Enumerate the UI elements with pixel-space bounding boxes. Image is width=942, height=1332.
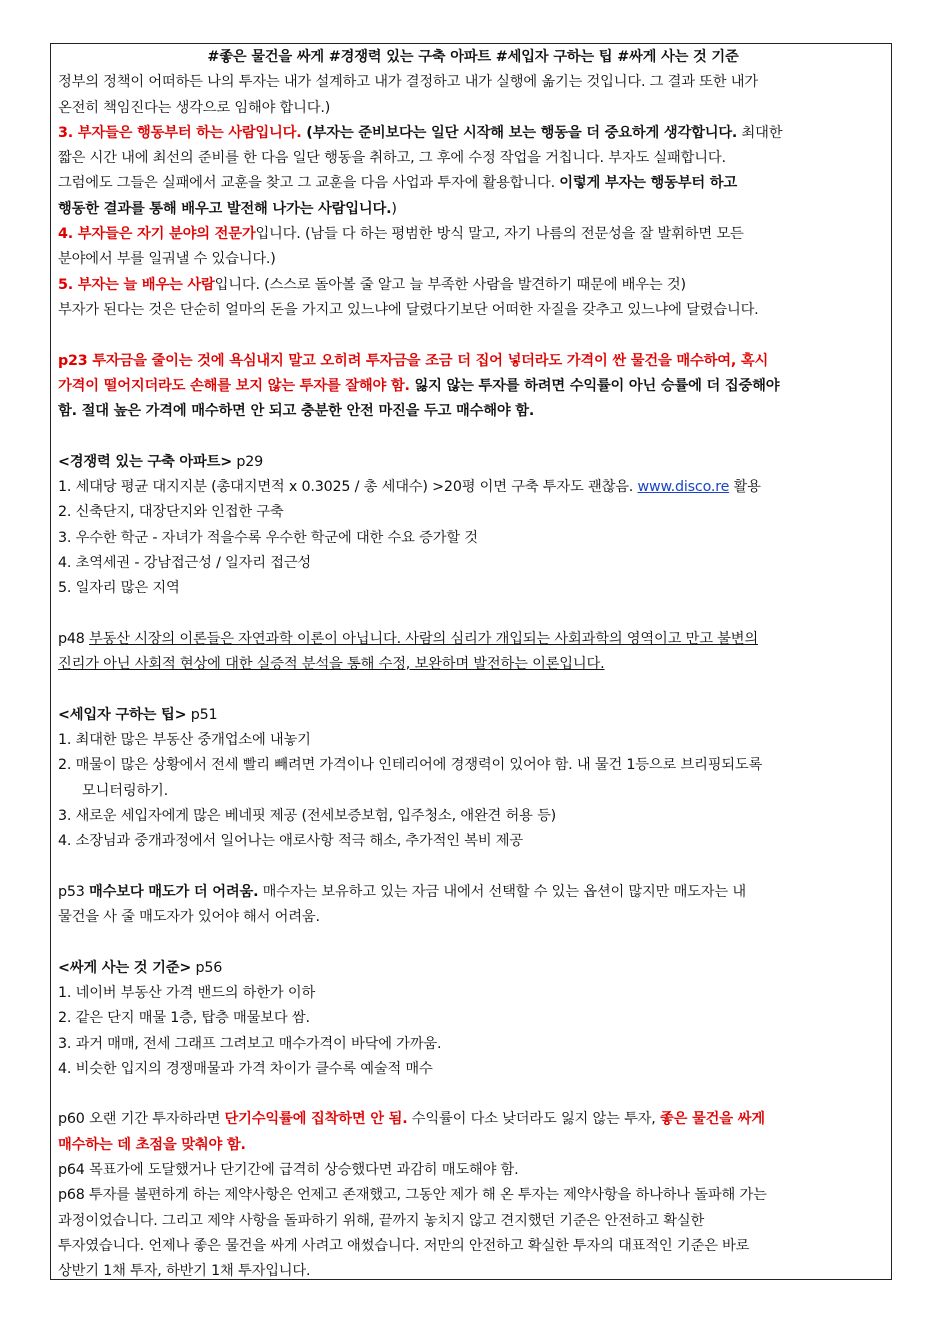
point-4-line-2: 분야에서 부를 일궈낼 수 있습니다.)	[58, 251, 276, 268]
apt-item-1-tail: 활용	[729, 479, 761, 496]
point-3-rest: 최대한	[737, 124, 783, 141]
tenant-item-4: 4. 소장님과 중개과정에서 일어나는 애로사항 적극 해소, 추가적인 복비 제공	[58, 833, 524, 850]
point-5-number: 5.	[58, 276, 78, 293]
p23-highlight-2: 가격이 떨어지더라도 손해를 보지 않는 투자를 잘해야 함.	[58, 377, 410, 394]
p48-page: p48	[58, 630, 90, 647]
spacer	[58, 930, 888, 955]
p60-line-2: 매수하는 데 초점을 맞춰야 함.	[58, 1136, 246, 1153]
tenant-item-2-cont: 모니터링하기.	[82, 782, 169, 799]
spacer	[58, 677, 888, 702]
apt-page: p29	[232, 453, 264, 470]
point-3-line-1	[58, 121, 888, 146]
apt-item-4: 4. 초역세권 - 강남접근성 / 일자리 접근성	[58, 554, 312, 571]
point-5-highlight: 부자는 늘 배우는 사람	[77, 276, 215, 293]
tenant-page: p51	[186, 706, 218, 723]
p68-line-2: 과정이었습니다. 그리고 제약 사항을 돌파하기 위해, 끝까지 놓치지 않고 견지했던 기준은 안전하고 확실한	[58, 1212, 705, 1229]
p23-page: p23	[58, 352, 93, 369]
point-3-number: 3.	[58, 124, 78, 141]
point-5-rest: 입니다. (스스로 돌아볼 줄 알고 늘 부족한 사람을 발견하기 때문에 배우는 것)	[214, 276, 686, 293]
disco-link[interactable]: www.disco.re	[637, 479, 730, 496]
apt-item-3: 3. 우수한 학군 - 자녀가 적을수록 우수한 학군에 대한 수요 증가할 것	[58, 529, 478, 546]
p23-bold-1: 잃지 않는 투자를 하려면 수익률이 아닌 승률에 더 집중해야	[409, 377, 780, 394]
tenant-heading-line	[58, 703, 888, 728]
p53-line-1	[58, 880, 888, 905]
p53-rest: 매수자는 보유하고 있는 자금 내에서 선택할 수 있는 옵션이 많지만 매도자는 내	[258, 883, 746, 900]
p60-line-1	[58, 1107, 888, 1132]
tenant-item-1: 1. 최대한 많은 부동산 중개업소에 내놓기	[58, 732, 311, 749]
p23-line-2	[58, 374, 888, 399]
point-4-number: 4.	[58, 226, 78, 243]
p48-underlined-1: 부동산 시장의 이론들은 자연과학 이론이 아닙니다. 사람의 심리가 개입되는 사회과학의 영역이고 만고 불변의	[89, 630, 758, 647]
apt-item-1	[58, 475, 888, 500]
p48-line-1	[58, 627, 888, 652]
p23-highlight-1: 투자금을 줄이는 것에 욕심내지 말고 오히려 투자금을 조금 더 집어 넣더라도 가격이 싼 물건을 매수하여, 혹시	[92, 352, 769, 369]
spacer	[58, 1082, 888, 1107]
p48-underlined-2: 진리가 아닌 사회적 현상에 대한 실증적 분석을 통해 수정, 보완하며 발전하는 이론입니다.	[58, 656, 605, 673]
point-3-bold: (부자는 준비보다는 일단 시작해 보는 행동을 더 중요하게 생각합니다.	[301, 124, 738, 141]
apt-item-5: 5. 일자리 많은 지역	[58, 580, 180, 597]
p53-page: p53	[58, 883, 90, 900]
point-4-rest: 입니다. (남들 다 하는 평범한 방식 말고, 자기 나름의 전문성을 잘 발휘하면 모든	[255, 226, 744, 243]
document-body	[58, 45, 888, 1285]
point-3-bold-3: 행동한 결과를 통해 배우고 발전해 나가는 사람입니다.	[58, 200, 392, 217]
point-3-bold-2: 이렇게 부자는 행동부터 하고	[559, 175, 737, 192]
cheap-item-1: 1. 네이버 부동산 가격 밴드의 하한가 이하	[58, 984, 316, 1001]
point-3-line-4	[58, 197, 888, 222]
p60-text-2: 수익률이 다소 낮더라도 잃지 않는 투자,	[407, 1111, 660, 1128]
cheap-item-2: 2. 같은 단지 매물 1층, 탑층 매물보다 쌈.	[58, 1010, 310, 1027]
tenant-item-2: 2. 매물이 많은 상황에서 전세 빨리 빼려면 가격이나 인테리어에 경쟁력이 있어야 함. 내 물건 1등으로 브리핑되도록	[58, 757, 763, 774]
intro-line-2: 온전히 책임진다는 생각으로 임해야 합니다.)	[58, 99, 331, 116]
cheap-item-3: 3. 과거 매매, 전세 그래프 그려보고 매수가격이 바닥에 가까움.	[58, 1035, 442, 1052]
tenant-item-3: 3. 새로운 세입자에게 많은 베네핏 제공 (전세보증보험, 입주청소, 애완견 허용 등)	[58, 807, 557, 824]
point-5-line-2: 부자가 된다는 것은 단순히 얼마의 돈을 가지고 있느냐에 달렸다기보단 어떠한 자질을 갖추고 있느냐에 달렸습니다.	[58, 301, 759, 318]
p53-bold: 매수보다 매도가 더 어려움.	[89, 883, 259, 900]
spacer	[58, 602, 888, 627]
spacer	[58, 323, 888, 348]
p68-line-3: 투자였습니다. 언제나 좋은 물건을 싸게 사려고 애썼습니다. 저만의 안전하고 확실한 투자의 대표적인 기준은 바로	[58, 1237, 750, 1254]
cheap-page: p56	[191, 959, 223, 976]
p60-highlight-2: 좋은 물건을 싸게	[659, 1111, 765, 1128]
point-3-text: 그럼에도 그들은 실패에서 교훈을 찾고 그 교훈을 다음 사업과 투자에 활용합니다.	[58, 175, 560, 192]
intro-line-1: 정부의 정책이 어떠하든 나의 투자는 내가 설계하고 내가 결정하고 내가 실행에 옮기는 것입니다. 그 결과 또한 내가	[58, 74, 758, 91]
p68-line-1: p68 투자를 불편하게 하는 제약사항은 언제고 존재했고, 그동안 제가 해 온 투자는 제약사항을 하나하나 돌파해 가는	[58, 1187, 767, 1204]
point-4-line-1	[58, 222, 888, 247]
p53-line-2: 물건을 사 줄 매도자가 있어야 해서 어려움.	[58, 909, 320, 926]
p64-line: p64 목표가에 도달했거나 단기간에 급격히 상승했다면 과감히 매도해야 함.	[58, 1162, 519, 1179]
p60-text-1: p60 오랜 기간 투자하라면	[58, 1111, 225, 1128]
spacer	[58, 855, 888, 880]
page-title: #좋은 물건을 싸게 #경쟁력 있는 구축 아파트 #세입자 구하는 팁 #싸게 사는 것 기준	[207, 49, 739, 65]
apt-item-2: 2. 신축단지, 대장단지와 인접한 구축	[58, 504, 284, 521]
point-3-close: )	[391, 200, 397, 217]
point-3-line-2: 짧은 시간 내에 최선의 준비를 한 다음 일단 행동을 취하고, 그 후에 수정 작업을 거칩니다. 부자도 실패합니다.	[58, 150, 726, 167]
cheap-heading: <싸게 사는 것 기준>	[58, 959, 192, 976]
point-4-highlight: 부자들은 자기 분야의 전문가	[77, 226, 256, 243]
point-3-line-3	[58, 171, 888, 196]
p68-line-4: 상반기 1채 투자, 하반기 1채 투자입니다.	[58, 1263, 311, 1280]
apt-heading: <경쟁력 있는 구축 아파트>	[58, 453, 232, 470]
p23-line-3: 함. 절대 높은 가격에 매수하면 안 되고 충분한 안전 마진을 두고 매수해야 함.	[58, 403, 535, 420]
tenant-heading: <세입자 구하는 팁>	[58, 706, 187, 723]
p48-line-2	[58, 652, 888, 677]
cheap-item-4: 4. 비슷한 입지의 경쟁매물과 가격 차이가 클수록 예술적 매수	[58, 1060, 433, 1077]
point-3-highlight: 부자들은 행동부터 하는 사람입니다.	[77, 124, 302, 141]
p60-highlight-1: 단기수익률에 집착하면 안 됨.	[224, 1111, 408, 1128]
apt-item-1-text: 1. 세대당 평균 대지지분 (총대지면적 x 0.3025 / 총 세대수) >20평 이면 구축 투자도 괜찮음.	[58, 479, 638, 496]
spacer	[58, 424, 888, 449]
point-5-line-1	[58, 273, 888, 298]
apt-heading-line	[58, 450, 888, 475]
cheap-heading-line	[58, 956, 888, 981]
p23-line-1	[58, 349, 888, 374]
